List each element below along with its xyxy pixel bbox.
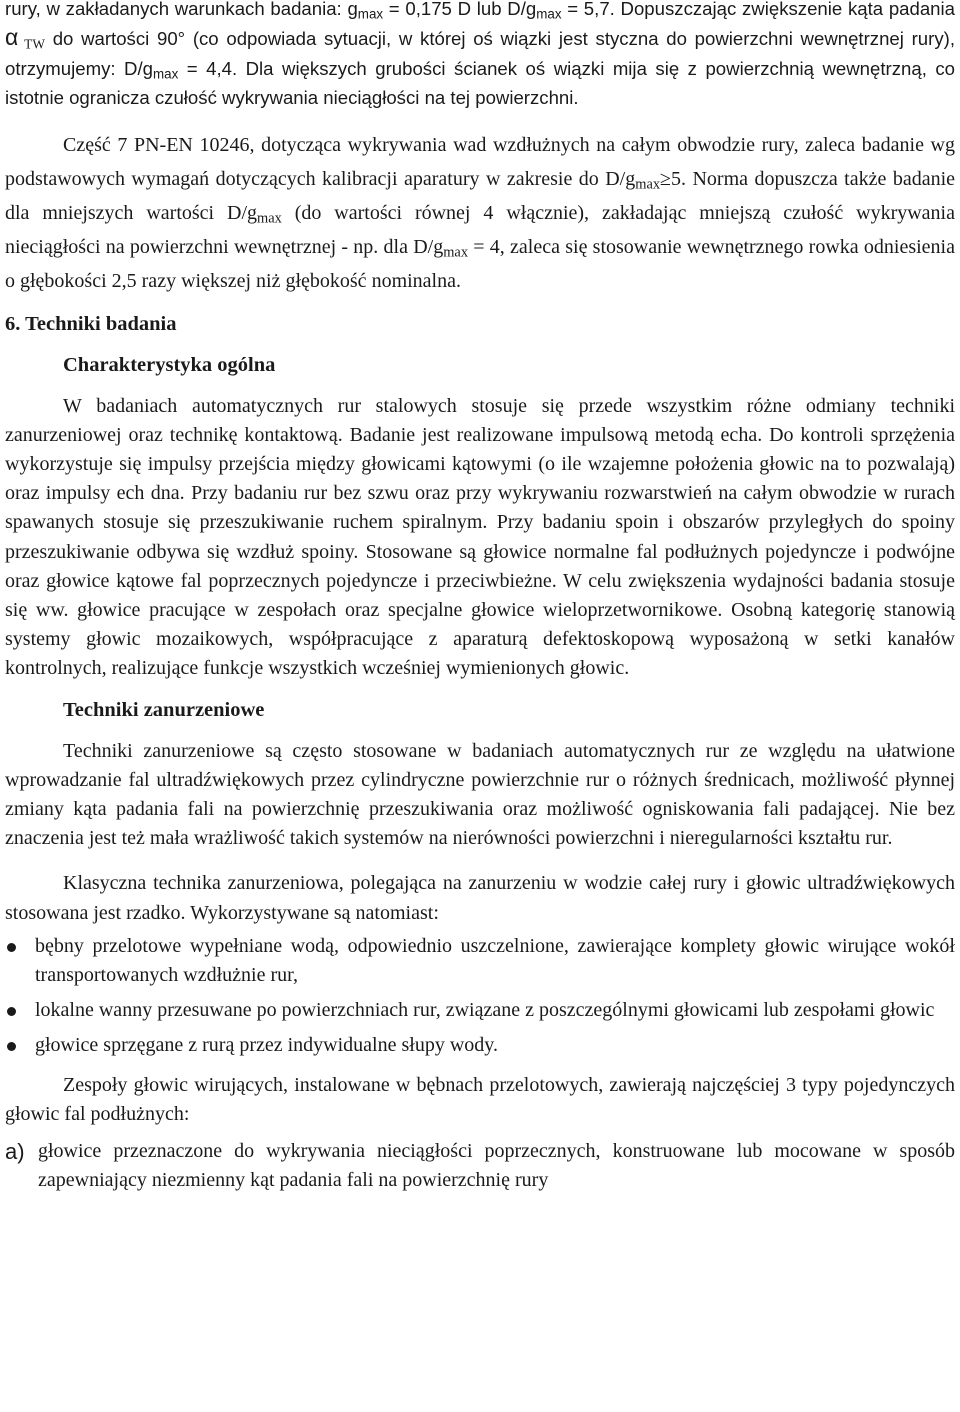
text-run: (do wartości równej 4 włącznie), zakładając mniejszą czułość wykrywania nieciągłości na powierzchni wewnętrznej - np. dla D/g: [5, 201, 955, 258]
subheading-immersion: Techniki zanurzeniowe: [63, 698, 265, 721]
paragraph-standard-part7: [5, 128, 955, 298]
subscript: max: [357, 6, 384, 22]
list-item-text: bębny przelotowe wypełniane wodą, odpowiednio uszczelnione, zawierające komplety głowic wirujące wokół transportowanych wzdłużnie rur,: [35, 934, 955, 987]
text-run: = 4, zaleca się stosowanie wewnętrznego rowka odniesienia o głębokości 2,5 razy większej niż głębokość nominalna.: [5, 235, 955, 292]
list-item-text: głowice sprzęgane z rurą przez indywidualne słupy wody.: [35, 1034, 498, 1057]
subscript: max: [443, 244, 469, 261]
paragraph-immersion-techniques: Techniki zanurzeniowe są często stosowane w badaniach automatycznych rur ze względu na ułatwione wprowadzanie fal ultradźwiękowych przez cylindryczne powierzchnie rur o różnych średnicach, możliwość płynnej zmiany kąta padania fali na powierzchnię przeszukiwania oraz możliwość ogniskowania fali padającej. Nie bez znaczenia jest też mała wrażliwość takich systemów na nierówności powierzchni i nieregularności kształtu rur.: [5, 739, 955, 850]
lettered-list-item: [5, 1137, 955, 1195]
text-run: do wartości 90° (co odpowiada sytuacji, w której oś wiązki jest styczna do powierzchni wewnętrznej rury), otrzymujemy: D/g: [5, 28, 955, 79]
subscript: max: [257, 210, 282, 227]
paragraph-general: W badaniach automatycznych rur stalowych stosuje się przede wszystkim różne odmiany techniki zanurzeniowej oraz technikę kontaktową. Badanie jest realizowane impulsową metodą echa. Do kontroli sprzężenia wykorzystuje się impulsy przejścia między głowicami kątowymi (o ile wzajemne położenia głowic na to pozwalają) oraz impulsy ech dna. Przy badaniu rur bez szwu oraz przy wykrywaniu rozwarstwień na całym obwodzie w rurach spawanych stosuje się przeszukiwanie ruchem spiralnym. Przy badaniu spoin i obszarów przyległych do spoiny przeszukiwanie odbywa się wzdłuż spoiny. Stosowane są głowice normalne fal podłużnych pojedyncze i podwójne oraz głowice kątowe fal poprzecznych pojedyncze i przeciwbieżne. W celu zwiększenia wydajności badania stosuje się ww. głowice pracujące w zespołach oraz specjalne głowice wieloprzetwornikowe. Osobną kategorię stanowią systemy głowic mozaikowych, współpracujące z aparaturą defektoskopową wyposażoną w setki kanałów kontrolnych, realizujące funkcje wszystkich wcześniej wymienionych głowic.: [5, 394, 955, 680]
paragraph-rotating-heads: Zespoły głowic wirujących, instalowane w bębnach przelotowych, zawierają najczęściej 3 typy pojedynczych głowic fal podłużnych:: [5, 1073, 955, 1125]
bullet-list: [5, 932, 955, 1061]
bullet-icon: [7, 943, 16, 952]
section-heading: 6. Techniki badania: [5, 312, 177, 335]
text-run: = 4,4. Dla większych grubości ścianek oś wiązki mija się z powierzchnią wewnętrzną, co istotnie ogranicza czułość wykrywania nieciągłości na tej powierzchni.: [5, 57, 955, 109]
bullet-icon: [7, 1042, 16, 1051]
text-run: = 0,175 D lub D/g: [383, 0, 537, 19]
text-run: Część 7 PN-EN 10246, dotycząca wykrywania wad wzdłużnych na całym obwodzie rury, zaleca badanie wg podstawowych wymagań dotyczących kalibracji aparatury w zakresie do D/g: [5, 133, 955, 190]
alpha-symbol: α: [5, 24, 19, 51]
list-item-text: lokalne wanny przesuwane po powierzchniach rur, związane z poszczególnymi głowicami lub zespołami głowic: [35, 999, 935, 1022]
text-run: ≥5.: [660, 167, 687, 190]
subscript: max: [635, 176, 661, 193]
subscript: TW: [18, 36, 45, 52]
list-item: [5, 996, 955, 1025]
document-page: [5, 0, 955, 1196]
list-item: [5, 932, 955, 990]
list-item-text: głowice przeznaczone do wykrywania nieciągłości poprzecznych, konstruowane lub mocowane w sposób zapewniający niezmienny kąt padania fali na powierzchnię rury: [38, 1140, 955, 1192]
subheading-general: Charakterystyka ogólna: [63, 353, 276, 376]
bullet-icon: [7, 1007, 16, 1016]
list-item: [5, 1031, 955, 1060]
subscript: max: [152, 66, 179, 82]
text-run: rury, w zakładanych warunkach badania: g: [5, 0, 358, 19]
paragraph-classic-immersion: Klasyczna technika zanurzeniowa, polegająca na zanurzeniu w wodzie całej rury i głowic ultradźwiękowych stosowana jest rzadko. Wykorzystywane są natomiast:: [5, 872, 955, 924]
list-marker: a): [5, 1139, 25, 1165]
text-run: = 5,7. Dopuszczając zwiększenie kąta padania: [561, 0, 955, 19]
text-run: Norma dopuszcza także badanie dla mniejszych wartości D/g: [5, 167, 956, 224]
subscript: max: [536, 6, 562, 22]
paragraph-intro-continuation: [5, 0, 955, 113]
